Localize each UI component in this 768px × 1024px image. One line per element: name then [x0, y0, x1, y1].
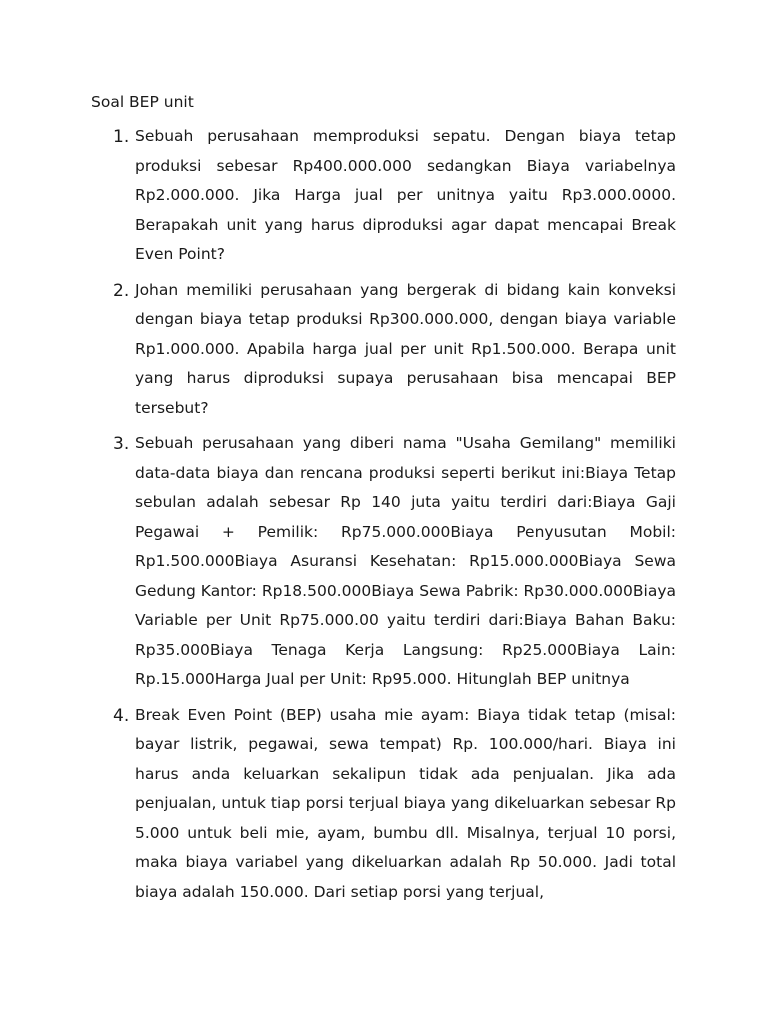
question-text: Johan memiliki perusahaan yang bergerak di bidang kain konveksi dengan biaya tetap produksi Rp300.000.000, dengan biaya variable Rp1.000.000. Apabila harga jual per unit Rp1.500.000. Berapa unit yang harus diproduksi supaya perusahaan bisa mencapai BEP tersebut?: [135, 280, 676, 417]
question-item: [91, 276, 676, 424]
question-number: 1.: [113, 127, 130, 147]
question-list: [91, 122, 676, 907]
question-text: Sebuah perusahaan yang diberi nama "Usaha Gemilang" memiliki data-data biaya dan rencana produksi seperti berikut ini:Biaya Tetap sebulan adalah sebesar Rp 140 juta yaitu terdiri dari:Biaya Gaji Pegawai + Pemilik: Rp75.000.000Biaya Penyusutan Mobil: Rp1.500.000Biaya Asuransi Kesehatan: Rp15.000.000Biaya Sewa Gedung Kantor: Rp18.500.000Biaya Sewa Pabrik: Rp30.000.000Biaya Variable per Unit Rp75.000.00 yaitu terdiri dari:Biaya Bahan Baku: Rp35.000Biaya Tenaga Kerja Langsung: Rp25.000Biaya Lain: Rp.15.000Harga Jual per Unit: Rp95.000. Hitunglah BEP unitnya: [135, 434, 676, 688]
question-number: 2.: [113, 280, 130, 301]
question-item: [91, 701, 676, 908]
question-item: [91, 429, 676, 695]
document-title: Soal BEP unit: [91, 93, 194, 111]
question-number: 3.: [113, 434, 130, 454]
question-text: Break Even Point (BEP) usaha mie ayam: Biaya tidak tetap (misal: bayar listrik, pegawai, sewa tempat) Rp. 100.000/hari. Biaya ini harus anda keluarkan sekalipun tidak ada penjualan. Jika ada penjualan, untuk tiap porsi terjual biaya yang dikeluarkan sebesar Rp 5.000 untuk beli mie, ayam, bumbu dll. Misalnya, terjual 10 porsi, maka biaya variabel yang dikeluarkan adalah Rp 50.000. Jadi total biaya adalah 150.000. Dari setiap porsi yang terjual,: [135, 705, 676, 901]
question-text: Sebuah perusahaan memproduksi sepatu. Dengan biaya tetap produksi sebesar Rp400.000.000 sedangkan Biaya variabelnya Rp2.000.000. Jika Harga jual per unitnya yaitu Rp3.000.0000. Berapakah unit yang harus diproduksi agar dapat mencapai Break Even Point?: [135, 127, 676, 263]
question-item: [91, 122, 676, 270]
question-number: 4.: [113, 705, 130, 726]
